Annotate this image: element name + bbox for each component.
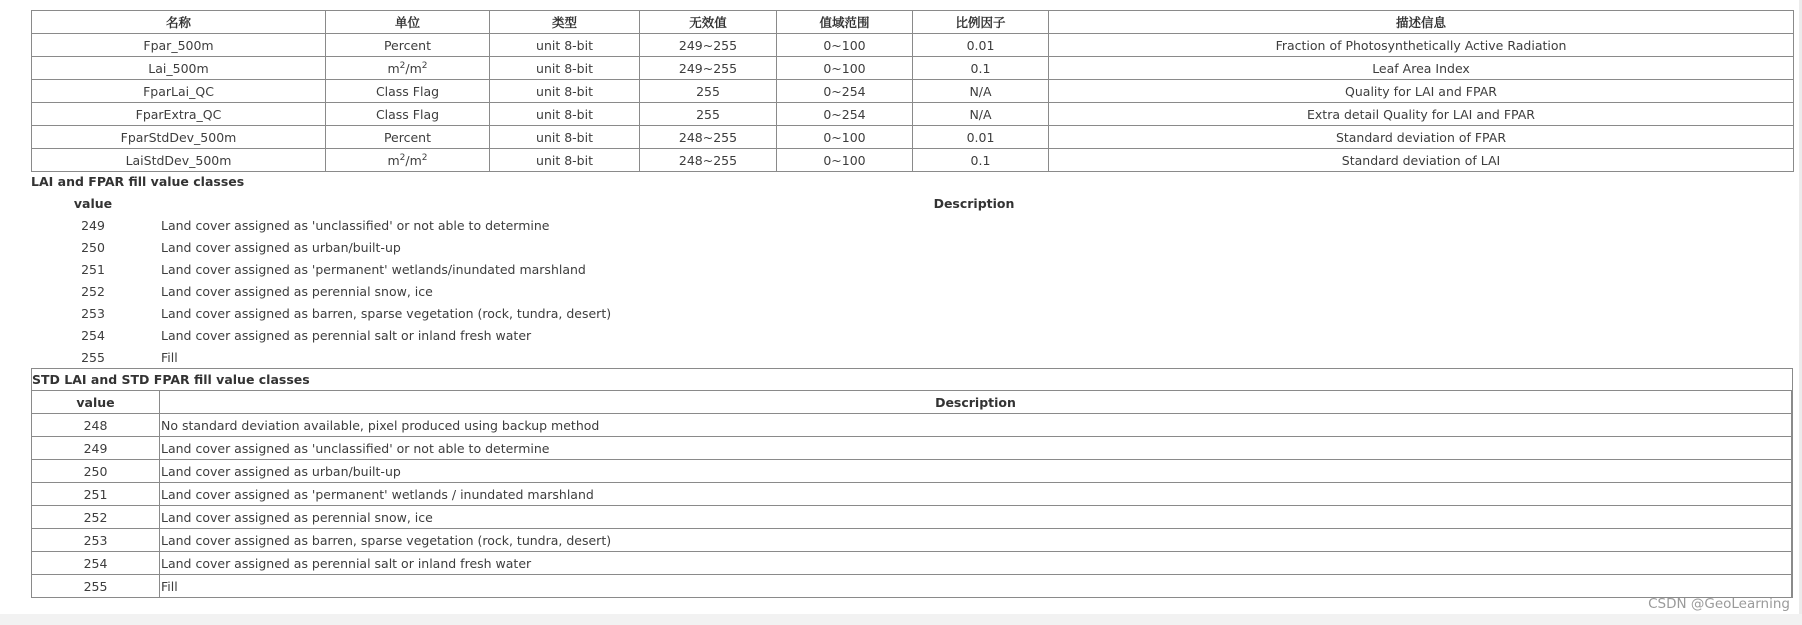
cell-scale-factor: N/A	[913, 103, 1049, 126]
cell-fill-value: 248~255	[640, 126, 777, 149]
header-description: Description	[160, 391, 1792, 414]
header-value: value	[32, 391, 160, 414]
cell-valid-range: 0~100	[777, 57, 913, 80]
cell-type: unit 8-bit	[490, 34, 640, 57]
table-row	[32, 57, 1794, 80]
fill-description: Fill	[161, 349, 178, 365]
list-item	[31, 346, 1793, 368]
header-scale-factor: 比例因子	[913, 11, 1049, 34]
list-item	[31, 258, 1793, 280]
cell-description: Fraction of Photosynthetically Active Radiation	[1049, 34, 1794, 57]
cell-valid-range: 0~100	[777, 126, 913, 149]
cell-type: unit 8-bit	[490, 149, 640, 172]
fill-value: 251	[81, 261, 105, 277]
std-description: No standard deviation available, pixel produced using backup method	[160, 414, 1792, 437]
fill-value: 249	[81, 217, 105, 233]
cell-name: FparStdDev_500m	[32, 126, 326, 149]
cell-fill-value: 248~255	[640, 149, 777, 172]
cell-scale-factor: 0.1	[913, 149, 1049, 172]
cell-fill-value: 249~255	[640, 57, 777, 80]
table-row	[32, 460, 1792, 483]
std-description: Fill	[160, 575, 1792, 598]
cell-scale-factor: N/A	[913, 80, 1049, 103]
header-unit: 单位	[326, 11, 490, 34]
std-description: Land cover assigned as barren, sparse vegetation (rock, tundra, desert)	[160, 529, 1792, 552]
std-value: 248	[32, 414, 160, 437]
header-description: Description	[933, 195, 1015, 211]
fill-value: 253	[81, 305, 105, 321]
cell-name: Fpar_500m	[32, 34, 326, 57]
cell-type: unit 8-bit	[490, 80, 640, 103]
cell-scale-factor: 0.01	[913, 126, 1049, 149]
cell-valid-range: 0~254	[777, 103, 913, 126]
table-row	[32, 575, 1792, 598]
std-header-row	[32, 391, 1792, 414]
table-row	[32, 552, 1792, 575]
header-description: 描述信息	[1049, 11, 1794, 34]
table-row	[32, 506, 1792, 529]
table-row	[32, 149, 1794, 172]
fill-value: 255	[81, 349, 105, 365]
list-item	[31, 280, 1793, 302]
cell-scale-factor: 0.1	[913, 57, 1049, 80]
header-valid-range: 值域范围	[777, 11, 913, 34]
table-row	[32, 34, 1794, 57]
cell-fill-value: 255	[640, 80, 777, 103]
table-row	[32, 80, 1794, 103]
lai-fpar-fill-table	[31, 192, 1793, 368]
table-row	[32, 126, 1794, 149]
fill-value: 250	[81, 239, 105, 255]
std-fill-caption: STD LAI and STD FPAR fill value classes	[32, 372, 310, 387]
cell-unit: Class Flag	[326, 80, 490, 103]
table-row	[32, 414, 1792, 437]
cell-name: FparExtra_QC	[32, 103, 326, 126]
sds-table	[31, 10, 1794, 172]
std-value: 254	[32, 552, 160, 575]
header-fill-value: 无效值	[640, 11, 777, 34]
std-value: 252	[32, 506, 160, 529]
cell-type: unit 8-bit	[490, 103, 640, 126]
bottom-bar	[0, 614, 1802, 625]
list-item	[31, 302, 1793, 324]
table-row	[32, 103, 1794, 126]
sds-header-row	[32, 11, 1794, 34]
cell-type: unit 8-bit	[490, 126, 640, 149]
std-description: Land cover assigned as perennial snow, ice	[160, 506, 1792, 529]
std-description: Land cover assigned as 'unclassified' or not able to determine	[160, 437, 1792, 460]
table-row	[32, 483, 1792, 506]
lai-fpar-fill-caption: LAI and FPAR fill value classes	[31, 174, 245, 189]
cell-type: unit 8-bit	[490, 57, 640, 80]
std-fill-table	[31, 390, 1792, 598]
fill-description: Land cover assigned as perennial snow, ice	[161, 283, 433, 299]
fill-description: Land cover assigned as 'unclassified' or not able to determine	[161, 217, 550, 233]
header-name: 名称	[32, 11, 326, 34]
cell-unit: $m^2/m^2$	[326, 57, 490, 80]
cell-description: Quality for LAI and FPAR	[1049, 80, 1794, 103]
csdn-watermark: CSDN @GeoLearning	[1648, 596, 1790, 612]
cell-fill-value: 249~255	[640, 34, 777, 57]
cell-valid-range: 0~100	[777, 149, 913, 172]
fill-value: 254	[81, 327, 105, 343]
cell-unit: $m^2/m^2$	[326, 149, 490, 172]
std-description: Land cover assigned as urban/built-up	[160, 460, 1792, 483]
cell-name: LaiStdDev_500m	[32, 149, 326, 172]
list-item	[31, 236, 1793, 258]
cell-valid-range: 0~100	[777, 34, 913, 57]
fill-value: 252	[81, 283, 105, 299]
cell-name: Lai_500m	[32, 57, 326, 80]
fill-description: Land cover assigned as 'permanent' wetlands/inundated marshland	[161, 261, 586, 277]
std-description: Land cover assigned as perennial salt or inland fresh water	[160, 552, 1792, 575]
fill-description: Land cover assigned as perennial salt or inland fresh water	[161, 327, 532, 343]
std-description: Land cover assigned as 'permanent' wetlands / inundated marshland	[160, 483, 1792, 506]
cell-description: Leaf Area Index	[1049, 57, 1794, 80]
cell-fill-value: 255	[640, 103, 777, 126]
std-value: 249	[32, 437, 160, 460]
fill-description: Land cover assigned as urban/built-up	[161, 239, 401, 255]
cell-valid-range: 0~254	[777, 80, 913, 103]
cell-unit: Percent	[326, 126, 490, 149]
fill-header-row	[31, 192, 1793, 214]
cell-name: FparLai_QC	[32, 80, 326, 103]
cell-unit: Percent	[326, 34, 490, 57]
list-item	[31, 214, 1793, 236]
std-fill-block	[31, 368, 1793, 598]
cell-description: Standard deviation of LAI	[1049, 149, 1794, 172]
header-value: value	[73, 195, 113, 211]
header-type: 类型	[490, 11, 640, 34]
cell-description: Extra detail Quality for LAI and FPAR	[1049, 103, 1794, 126]
cell-scale-factor: 0.01	[913, 34, 1049, 57]
std-value: 253	[32, 529, 160, 552]
std-value: 255	[32, 575, 160, 598]
cell-unit: Class Flag	[326, 103, 490, 126]
list-item	[31, 324, 1793, 346]
fill-description: Land cover assigned as barren, sparse vegetation (rock, tundra, desert)	[161, 305, 612, 321]
table-row	[32, 529, 1792, 552]
std-value: 251	[32, 483, 160, 506]
table-row	[32, 437, 1792, 460]
cell-description: Standard deviation of FPAR	[1049, 126, 1794, 149]
document-content	[31, 10, 1793, 598]
std-value: 250	[32, 460, 160, 483]
